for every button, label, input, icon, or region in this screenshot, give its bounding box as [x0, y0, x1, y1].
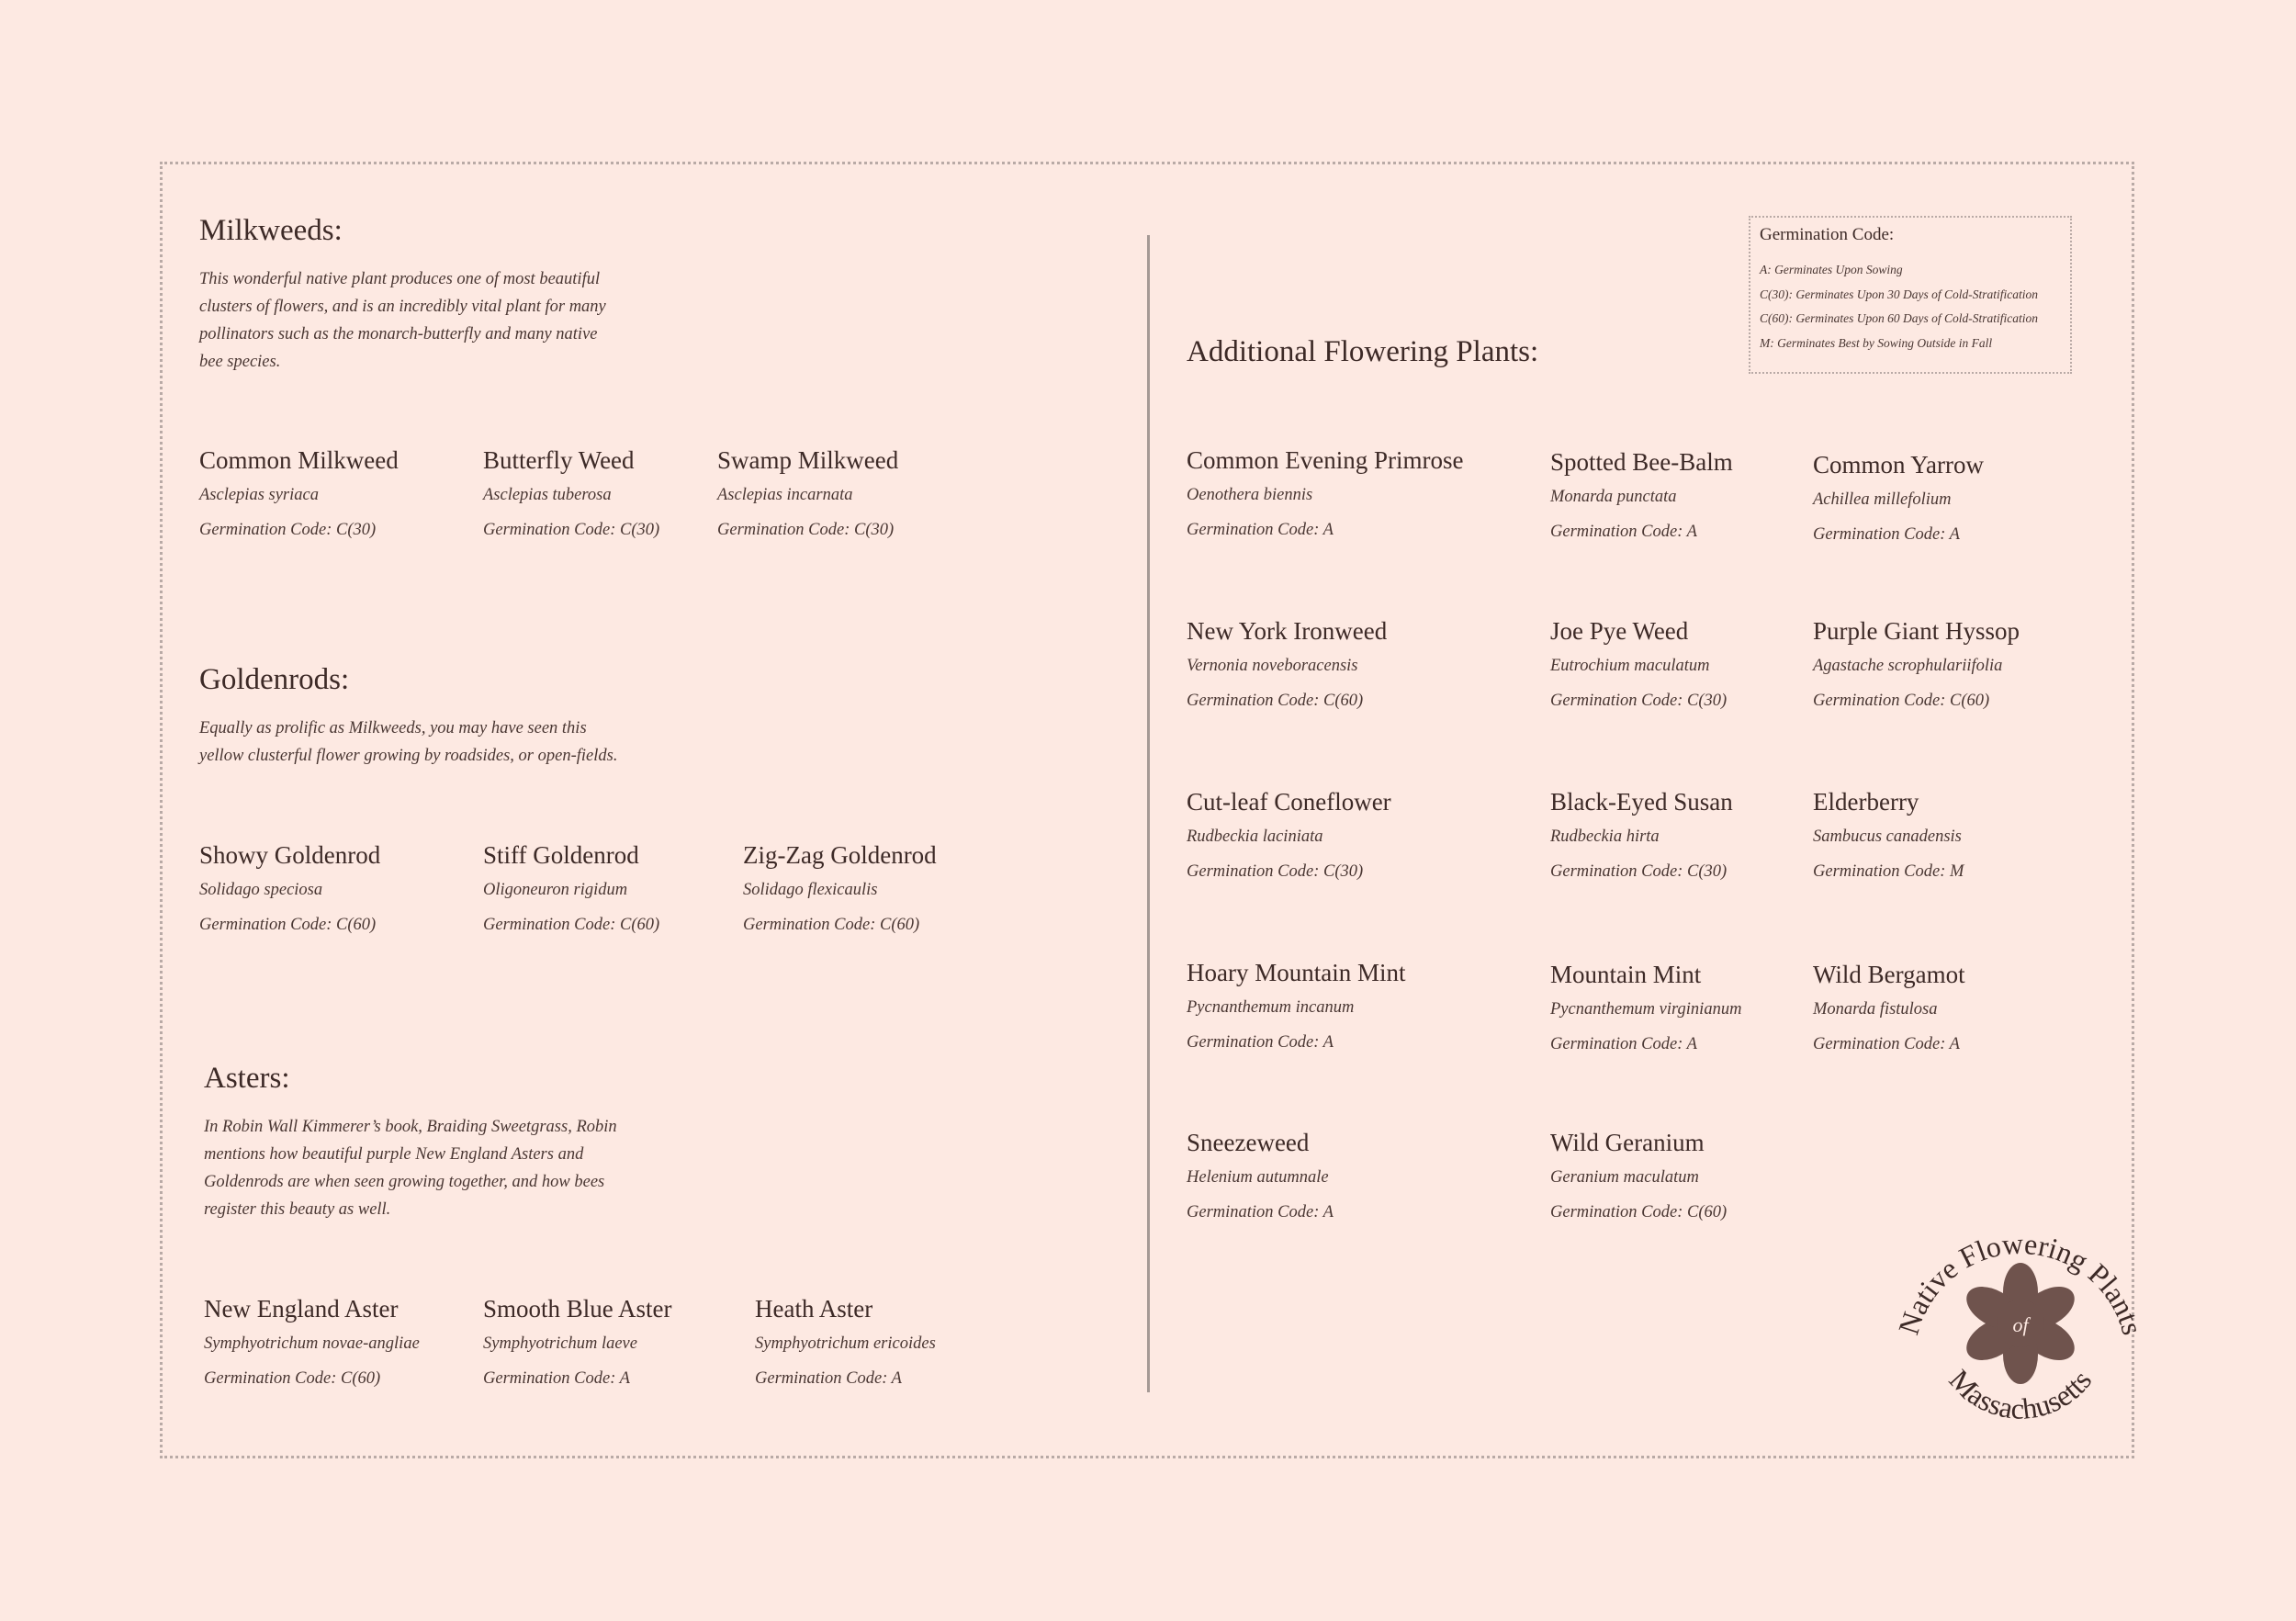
- plant-germination-code: Germination Code: A: [1813, 1035, 1960, 1053]
- plant-card-butterfly-weed: [483, 444, 659, 546]
- plant-germination-code: Germination Code: M: [1813, 862, 1964, 881]
- plant-germination-code: Germination Code: C(60): [483, 916, 660, 934]
- plant-scientific-name: Eutrochium maculatum: [1550, 657, 1710, 675]
- plant-name: New England Aster: [204, 1295, 399, 1323]
- plant-scientific-name: Agastache scrophulariifolia: [1813, 657, 2003, 675]
- plant-card-new-york-ironweed: [1187, 614, 1387, 717]
- plant-name: Wild Bergamot: [1813, 961, 1965, 988]
- plant-card-heath-aster: [755, 1292, 936, 1395]
- plant-scientific-name: Asclepias syriaca: [199, 486, 319, 504]
- plant-name: Swamp Milkweed: [717, 446, 899, 474]
- plant-scientific-name: Symphyotrichum ericoides: [755, 1334, 936, 1353]
- badge-bottom-text: Massachusetts: [1942, 1362, 2099, 1425]
- asters-description-line: Goldenrods are when seen growing together, and how bees: [204, 1173, 605, 1191]
- plant-name: New York Ironweed: [1187, 617, 1388, 645]
- plant-scientific-name: Monarda fistulosa: [1813, 1000, 1938, 1019]
- plant-germination-code: Germination Code: A: [1187, 1203, 1334, 1221]
- plant-card-purple-giant-hyssop: [1813, 614, 2020, 717]
- plant-name: Joe Pye Weed: [1550, 617, 1689, 645]
- plant-germination-code: Germination Code: A: [1550, 523, 1697, 541]
- native-flowering-plants-badge: [1883, 1221, 2158, 1433]
- asters-description: [204, 1113, 663, 1223]
- plant-card-zig-zag-goldenrod: [743, 839, 937, 941]
- plant-scientific-name: Pycnanthemum virginianum: [1550, 1000, 1742, 1019]
- plant-card-common-yarrow: [1813, 448, 1984, 551]
- plant-card-mountain-mint: [1550, 958, 1741, 1061]
- plant-card-elderberry: [1813, 785, 1964, 888]
- asters-title: Asters:: [204, 1062, 290, 1095]
- plant-name: Butterfly Weed: [483, 446, 635, 474]
- goldenrods-description: [199, 715, 658, 770]
- plant-card-hoary-mountain-mint: [1187, 956, 1405, 1059]
- plant-name: Mountain Mint: [1550, 961, 1702, 988]
- plant-name: Cut-leaf Coneflower: [1187, 788, 1391, 816]
- plant-card-cut-leaf-coneflower: [1187, 785, 1391, 888]
- plant-scientific-name: Vernonia noveboracensis: [1187, 657, 1358, 675]
- plant-card-wild-geranium: [1550, 1126, 1727, 1229]
- plant-scientific-name: Achillea millefolium: [1813, 490, 1952, 509]
- plant-name: Smooth Blue Aster: [483, 1295, 672, 1323]
- plant-name: Common Milkweed: [199, 446, 399, 474]
- flower-icon: [1959, 1263, 2081, 1384]
- legend-item: M: Germinates Best by Sowing Outside in Fall: [1760, 335, 1993, 350]
- plant-scientific-name: Asclepias tuberosa: [483, 486, 612, 504]
- plant-germination-code: Germination Code: C(30): [1187, 862, 1364, 881]
- milkweeds-description-line: bee species.: [199, 353, 281, 371]
- plant-scientific-name: Rudbeckia hirta: [1550, 827, 1660, 846]
- plant-germination-code: Germination Code: A: [1813, 525, 1960, 544]
- asters-description-line: In Robin Wall Kimmerer’s book, Braiding Sweetgrass, Robin: [204, 1118, 617, 1136]
- goldenrods-description-line: Equally as prolific as Milkweeds, you may have seen this: [199, 719, 587, 737]
- plant-scientific-name: Symphyotrichum laeve: [483, 1334, 637, 1353]
- plant-scientific-name: Geranium maculatum: [1550, 1168, 1699, 1187]
- plant-germination-code: Germination Code: A: [755, 1369, 902, 1388]
- plant-germination-code: Germination Code: C(60): [1550, 1203, 1728, 1221]
- plant-card-swamp-milkweed: [717, 444, 898, 546]
- plant-germination-code: Germination Code: A: [1550, 1035, 1697, 1053]
- plant-card-common-milkweed: [199, 444, 399, 546]
- asters-description-line: mentions how beautiful purple New England Asters and: [204, 1145, 584, 1164]
- plant-card-showy-goldenrod: [199, 839, 380, 941]
- plant-germination-code: Germination Code: A: [1187, 521, 1334, 539]
- plant-card-stiff-goldenrod: [483, 839, 659, 941]
- plant-card-spotted-bee-balm: [1550, 445, 1733, 548]
- plant-germination-code: Germination Code: A: [1187, 1033, 1334, 1052]
- plant-scientific-name: Pycnanthemum incanum: [1187, 998, 1355, 1017]
- plant-name: Common Yarrow: [1813, 451, 1985, 478]
- germination-code-legend: [1749, 216, 2072, 374]
- plant-card-smooth-blue-aster: [483, 1292, 672, 1395]
- plant-scientific-name: Asclepias incarnata: [717, 486, 853, 504]
- legend-item: C(30): Germinates Upon 30 Days of Cold-Stratification: [1760, 287, 2038, 301]
- plant-card-wild-bergamot: [1813, 958, 1965, 1061]
- plant-germination-code: Germination Code: C(30): [717, 521, 895, 539]
- milkweeds-description-line: This wonderful native plant produces one of most beautiful: [199, 270, 601, 288]
- plant-card-sneezeweed: [1187, 1126, 1334, 1229]
- plant-card-black-eyed-susan: [1550, 785, 1733, 888]
- plant-name: Black-Eyed Susan: [1550, 788, 1733, 816]
- plant-scientific-name: Sambucus canadensis: [1813, 827, 1962, 846]
- plant-name: Spotted Bee-Balm: [1550, 448, 1733, 476]
- plant-name: Purple Giant Hyssop: [1813, 617, 2020, 645]
- badge-middle-text: of: [2012, 1313, 2029, 1336]
- badge-top-text: Native Flowering Plants: [1891, 1226, 2150, 1339]
- plant-scientific-name: Oligoneuron rigidum: [483, 881, 628, 899]
- plant-scientific-name: Solidago flexicaulis: [743, 881, 878, 899]
- plant-germination-code: Germination Code: C(60): [204, 1369, 381, 1388]
- plant-germination-code: Germination Code: C(30): [483, 521, 660, 539]
- plant-name: Stiff Goldenrod: [483, 841, 639, 869]
- plant-name: Zig-Zag Goldenrod: [743, 841, 937, 869]
- plant-scientific-name: Helenium autumnale: [1187, 1168, 1329, 1187]
- plant-name: Elderberry: [1813, 788, 1919, 816]
- legend-title: Germination Code:: [1760, 225, 1895, 244]
- plant-germination-code: Germination Code: C(60): [743, 916, 920, 934]
- plant-germination-code: Germination Code: C(60): [1813, 692, 1990, 710]
- plant-germination-code: Germination Code: C(30): [1550, 692, 1728, 710]
- plant-germination-code: Germination Code: A: [483, 1369, 630, 1388]
- plant-germination-code: Germination Code: C(30): [199, 521, 377, 539]
- plant-germination-code: Germination Code: C(60): [199, 916, 377, 934]
- plant-name: Heath Aster: [755, 1295, 873, 1323]
- plant-card-joe-pye-weed: [1550, 614, 1727, 717]
- goldenrods-description-line: yellow clusterful flower growing by roadsides, or open-fields.: [199, 747, 618, 765]
- additional-plants-title: Additional Flowering Plants:: [1187, 335, 1539, 368]
- plant-germination-code: Germination Code: C(60): [1187, 692, 1364, 710]
- plant-name: Wild Geranium: [1550, 1129, 1705, 1156]
- plant-germination-code: Germination Code: C(30): [1550, 862, 1728, 881]
- plant-scientific-name: Rudbeckia laciniata: [1187, 827, 1323, 846]
- column-divider: [1147, 235, 1150, 1392]
- legend-item: C(60): Germinates Upon 60 Days of Cold-Stratification: [1760, 311, 2038, 325]
- plant-scientific-name: Solidago speciosa: [199, 881, 323, 899]
- plant-name: Hoary Mountain Mint: [1187, 959, 1406, 986]
- plant-scientific-name: Oenothera biennis: [1187, 486, 1313, 504]
- plant-scientific-name: Monarda punctata: [1550, 488, 1677, 506]
- plant-scientific-name: Symphyotrichum novae-angliae: [204, 1334, 420, 1353]
- milkweeds-description-line: clusters of flowers, and is an incredibly vital plant for many: [199, 298, 606, 316]
- plant-card-common-evening-primrose: [1187, 444, 1463, 546]
- plant-name: Common Evening Primrose: [1187, 446, 1464, 474]
- legend-item: A: Germinates Upon Sowing: [1760, 263, 1903, 276]
- plant-name: Showy Goldenrod: [199, 841, 381, 869]
- asters-description-line: register this beauty as well.: [204, 1200, 391, 1219]
- plant-name: Sneezeweed: [1187, 1129, 1310, 1156]
- milkweeds-title: Milkweeds:: [199, 214, 343, 247]
- plant-card-new-england-aster: [204, 1292, 420, 1395]
- milkweeds-description: [199, 265, 658, 376]
- goldenrods-title: Goldenrods:: [199, 663, 350, 696]
- milkweeds-description-line: pollinators such as the monarch-butterfly and many native: [199, 325, 598, 343]
